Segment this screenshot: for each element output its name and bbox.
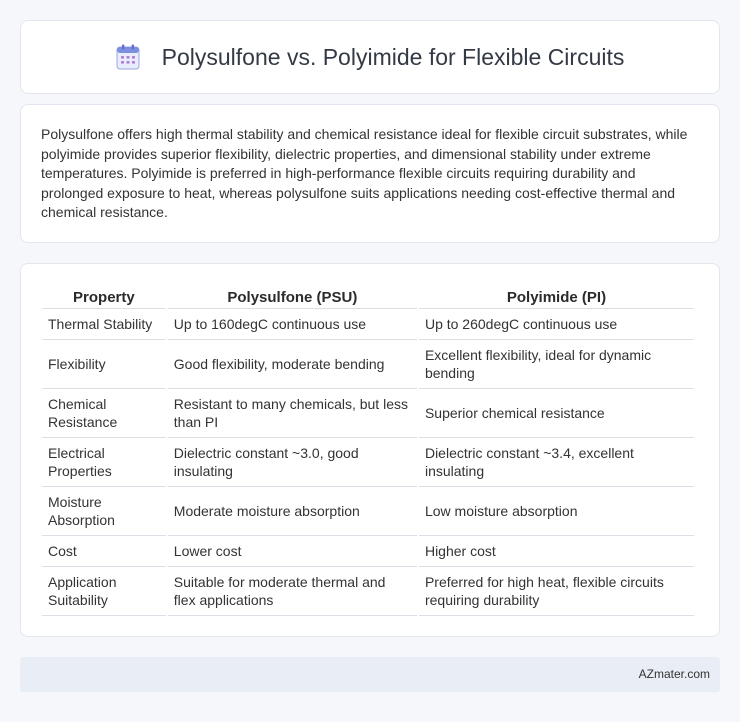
cell-polysulfone: Good flexibility, moderate bending <box>168 340 417 389</box>
cell-property: Cost <box>42 536 166 567</box>
cell-polyimide: Dielectric constant ~3.4, excellent insulating <box>419 438 694 487</box>
comparison-table <box>40 286 696 616</box>
table-row <box>42 340 694 389</box>
footer-bar <box>20 657 720 692</box>
cell-polysulfone: Dielectric constant ~3.0, good insulating <box>168 438 417 487</box>
cell-polyimide: Higher cost <box>419 536 694 567</box>
source-link[interactable]: AZmater.com <box>638 667 710 681</box>
title-row <box>116 44 625 71</box>
cell-property: Flexibility <box>42 340 166 389</box>
title-card <box>20 20 720 94</box>
cell-polysulfone: Up to 160degC continuous use <box>168 309 417 340</box>
table-row <box>42 309 694 340</box>
table-row <box>42 536 694 567</box>
cell-polyimide: Preferred for high heat, flexible circuits requiring durability <box>419 567 694 616</box>
header-property: Property <box>42 286 166 309</box>
cell-polyimide: Low moisture absorption <box>419 487 694 536</box>
table-row <box>42 389 694 438</box>
summary-text: Polysulfone offers high thermal stability and chemical resistance ideal for flexible circuit substrates, while polyimide provides superior flexibility, dielectric properties, and dimensional stability under extreme temperatures. Polyimide is preferred in high-performance flexible circuits requiring durability and prolonged exposure to heat, whereas polysulfone suits applications needing cost-effective thermal and chemical resistance. <box>41 126 688 221</box>
cell-property: Moisture Absorption <box>42 487 166 536</box>
cell-property: Electrical Properties <box>42 438 166 487</box>
comparison-table-card <box>20 263 720 637</box>
cell-property: Thermal Stability <box>42 309 166 340</box>
table-row <box>42 438 694 487</box>
table-row <box>42 487 694 536</box>
cell-polyimide: Excellent flexibility, ideal for dynamic bending <box>419 340 694 389</box>
cell-polysulfone: Moderate moisture absorption <box>168 487 417 536</box>
cell-property: Chemical Resistance <box>42 389 166 438</box>
cell-polyimide: Up to 260degC continuous use <box>419 309 694 340</box>
header-polysulfone: Polysulfone (PSU) <box>168 286 417 309</box>
page-title: Polysulfone vs. Polyimide for Flexible Circuits <box>161 43 625 70</box>
cell-polysulfone: Lower cost <box>168 536 417 567</box>
table-header-row <box>42 286 694 309</box>
header-polyimide: Polyimide (PI) <box>419 286 694 309</box>
cell-polysulfone: Resistant to many chemicals, but less than PI <box>168 389 417 438</box>
cell-property: Application Suitability <box>42 567 166 616</box>
table-row <box>42 567 694 616</box>
summary-card <box>20 104 720 243</box>
cell-polysulfone: Suitable for moderate thermal and flex applications <box>168 567 417 616</box>
calendar-icon <box>116 44 140 70</box>
cell-polyimide: Superior chemical resistance <box>419 389 694 438</box>
